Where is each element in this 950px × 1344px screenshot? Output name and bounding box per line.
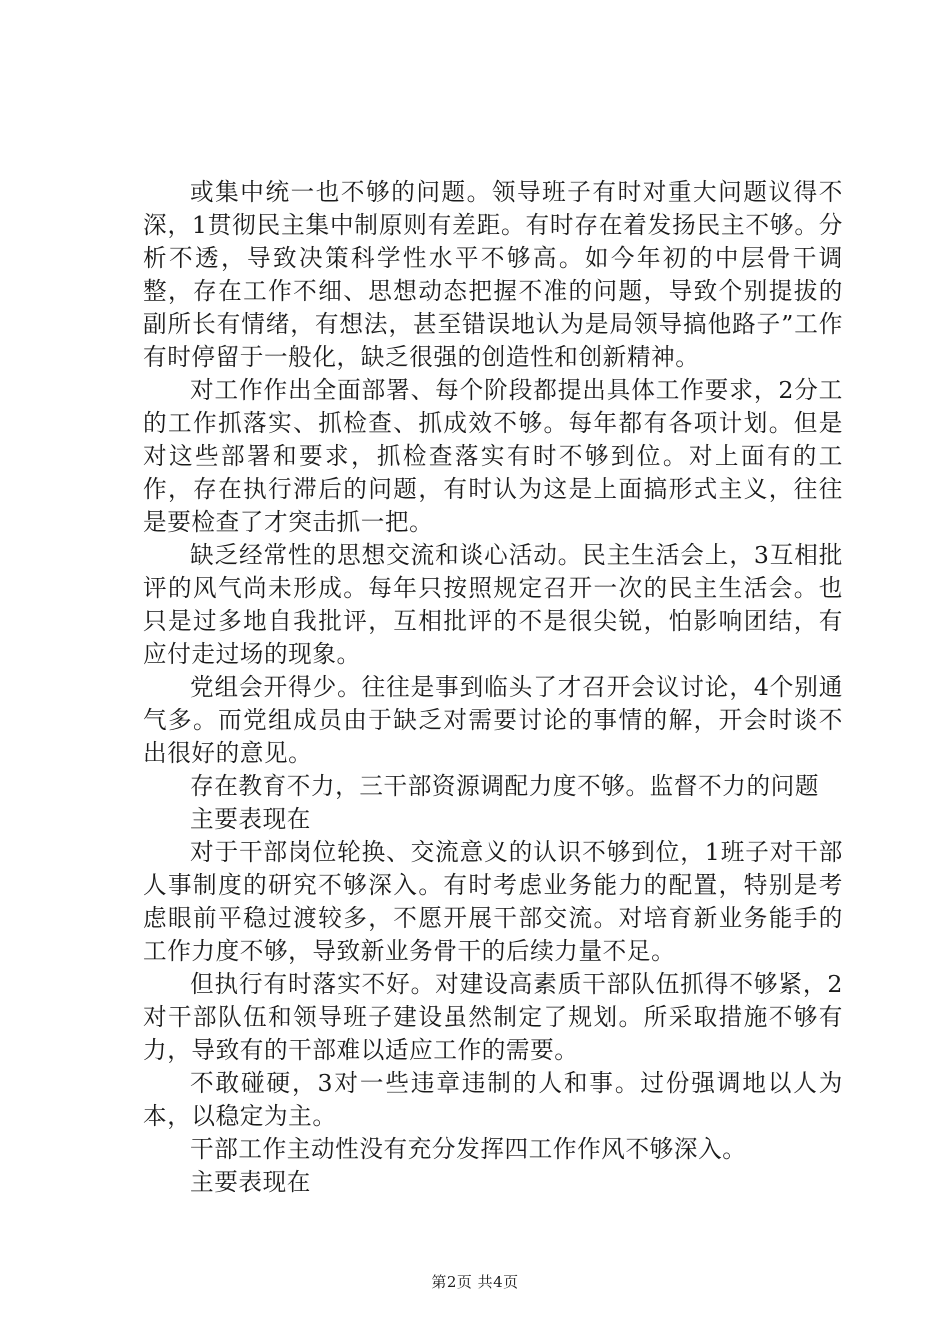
page-number-footer: 第2页 共4页 — [431, 1273, 519, 1291]
paragraph: 或集中统一也不够的问题。领导班子有时对重大问题议得不深，1贯彻民主集中制原则有差距。有时存在着发扬民主不够。分析不透，导致决策科学性水平不够高。如今年初的中层骨干调整，存在工作不细、思想动态把握不准的问题，导致个别提拔的副所长有情绪，有想法，甚至错误地认为是局领导搞他路子”工作有时停留于一般化，缺乏很强的创造性和创新精神。 — [143, 178, 843, 371]
paragraph: 党组会开得少。往往是事到临头了才召开会议讨论，4个别通气多。而党组成员由于缺乏对需要讨论的事情的解，开会时谈不出很好的意见。 — [143, 673, 843, 767]
paragraph: 对工作作出全面部署、每个阶段都提出具体工作要求，2分工的工作抓落实、抓检查、抓成效不够。每年都有各项计划。但是对这些部署和要求，抓检查落实有时不够到位。对上面有的工作，存在执行滞后的问题，有时认为这是上面搞形式主义，往往是要检查了才突击抓一把。 — [143, 376, 843, 536]
paragraph: 缺乏经常性的思想交流和谈心活动。民主生活会上，3互相批评的风气尚未形成。每年只按照规定召开一次的民主生活会。也只是过多地自我批评，互相批评的不是很尖锐，怕影响团结，有应付走过场的现象。 — [143, 541, 843, 668]
paragraph: 但执行有时落实不好。对建设高素质干部队伍抓得不够紧，2对干部队伍和领导班子建设虽然制定了规划。所采取措施不够有力，导致有的干部难以适应工作的需要。 — [143, 970, 843, 1064]
paragraph-heading: 主要表现在 — [190, 805, 311, 833]
paragraph: 存在教育不力，三干部资源调配力度不够。监督不力的问题 — [190, 772, 820, 800]
paragraph: 对于干部岗位轮换、交流意义的认识不够到位，1班子对干部人事制度的研究不够深入。有时考虑业务能力的配置，特别是考虑眼前平稳过渡较多，不愿开展干部交流。对培育新业务能手的工作力度不够，导致新业务骨干的后续力量不足。 — [143, 838, 843, 965]
paragraph-heading: 主要表现在 — [190, 1168, 311, 1196]
paragraph: 干部工作主动性没有充分发挥四工作作风不够深入。 — [190, 1135, 747, 1163]
document-body — [143, 176, 843, 1199]
paragraph: 不敢碰硬，3对一些违章违制的人和事。过份强调地以人为本，以稳定为主。 — [143, 1069, 843, 1130]
